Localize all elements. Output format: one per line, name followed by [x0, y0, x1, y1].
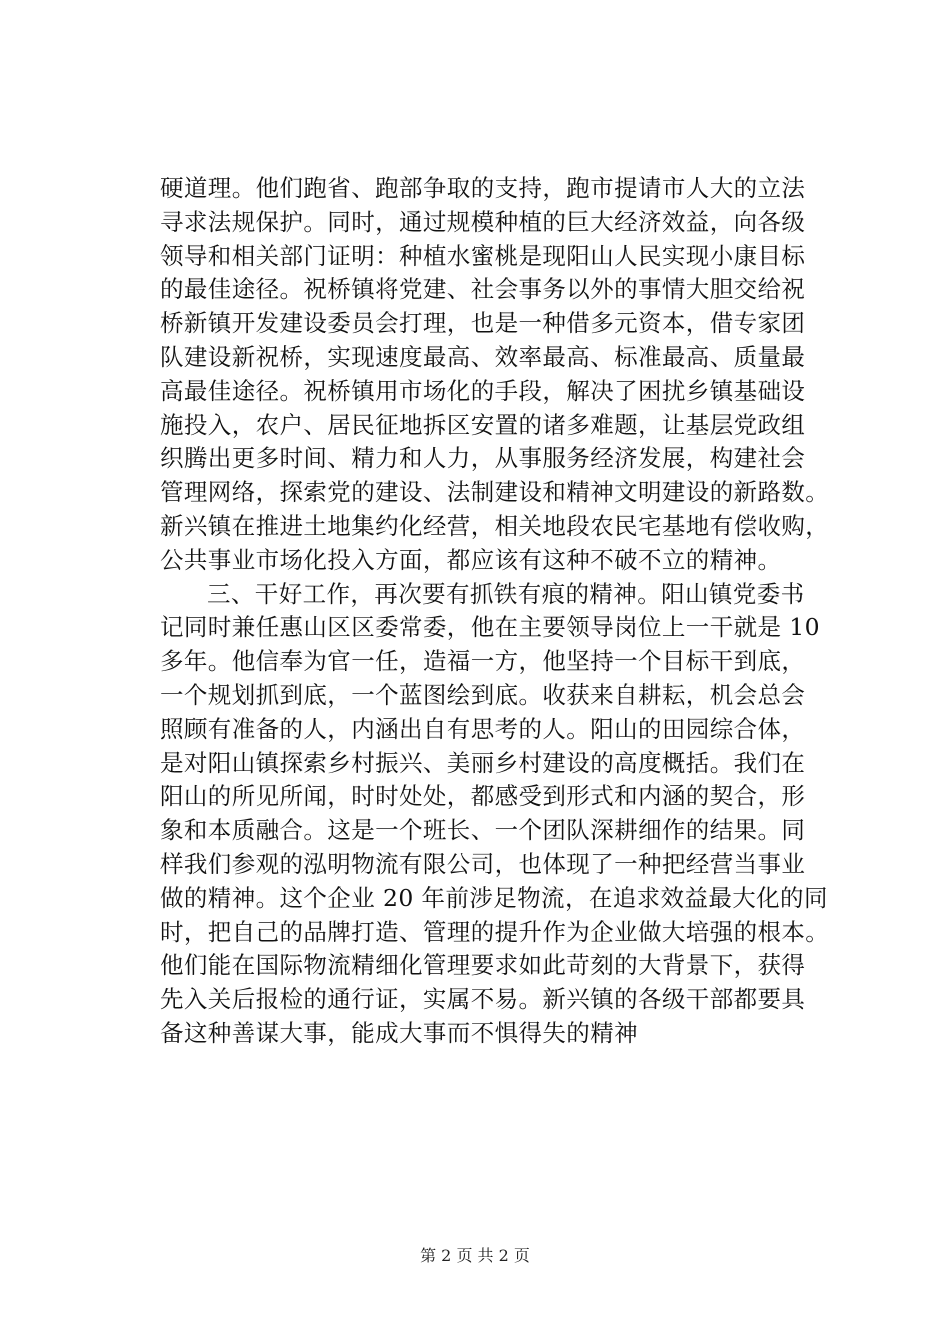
text-line-3: 领导和相关部门证明：种植水蜜桃是现阳山人民实现小康目标 — [160, 241, 806, 270]
text-line-10: 管理网络，探索党的建设、法制建设和精神文明建设的新路数。 — [160, 478, 830, 507]
text-line-14: 记同时兼任惠山区区委常委，他在主要领导岗位上一干就是 10 — [160, 613, 820, 642]
text-line-24: 他们能在国际物流精细化管理要求如此苛刻的大背景下，获得 — [160, 951, 806, 980]
text-line-12: 公共事业市场化投入方面，都应该有这种不破不立的精神。 — [160, 545, 782, 574]
text-line-16: 一个规划抓到底，一个蓝图绘到底。收获来自耕耘，机会总会 — [160, 680, 806, 709]
text-line-9: 织腾出更多时间、精力和人力，从事服务经济发展，构建社会 — [160, 444, 806, 473]
text-line-21: 样我们参观的泓明物流有限公司，也体现了一种把经营当事业 — [160, 849, 806, 878]
text-line-8: 施投入，农户、居民征地拆区安置的诸多难题，让基层党政组 — [160, 410, 806, 439]
text-line-15: 多年。他信奉为官一任，造福一方，他坚持一个目标干到底， — [160, 647, 806, 676]
page-number-footer: 第 2 页 共 2 页 — [420, 1246, 530, 1265]
text-line-11: 新兴镇在推进土地集约化经营，相关地段农民宅基地有偿收购， — [160, 511, 830, 540]
text-line-23: 时，把自己的品牌打造、管理的提升作为企业做大培强的根本。 — [160, 917, 830, 946]
text-line-20: 象和本质融合。这是一个班长、一个团队深耕细作的结果。同 — [160, 816, 806, 845]
text-line-5: 桥新镇开发建设委员会打理，也是一种借多元资本，借专家团 — [160, 309, 806, 338]
text-line-6: 队建设新祝桥，实现速度最高、效率最高、标准最高、质量最 — [160, 342, 806, 371]
document-body — [160, 172, 850, 1051]
text-line-17: 照顾有准备的人，内涵出自有思考的人。阳山的田园综合体， — [160, 714, 806, 743]
text-line-22: 做的精神。这个企业 20 年前涉足物流，在追求效益最大化的同 — [160, 883, 828, 912]
text-line-7: 高最佳途径。祝桥镇用市场化的手段，解决了困扰乡镇基础设 — [160, 376, 806, 405]
text-line-4: 的最佳途径。祝桥镇将党建、社会事务以外的事情大胆交给祝 — [160, 275, 806, 304]
text-line-1: 硬道理。他们跑省、跑部争取的支持，跑市提请市人大的立法 — [160, 174, 806, 202]
text-line-18: 是对阳山镇探索乡村振兴、美丽乡村建设的高度概括。我们在 — [160, 748, 806, 777]
text-line-19: 阳山的所见所闻，时时处处，都感受到形式和内涵的契合，形 — [160, 782, 806, 811]
text-line-2: 寻求法规保护。同时，通过规模种植的巨大经济效益，向各级 — [160, 207, 806, 236]
text-line-25: 先入关后报检的通行证，实属不易。新兴镇的各级干部都要具 — [160, 985, 806, 1014]
text-line-13-paragraph-start: 三、干好工作，再次要有抓铁有痕的精神。阳山镇党委书 — [207, 579, 805, 608]
text-line-26: 备这种善谋大事，能成大事而不惧得失的精神 — [160, 1018, 638, 1047]
